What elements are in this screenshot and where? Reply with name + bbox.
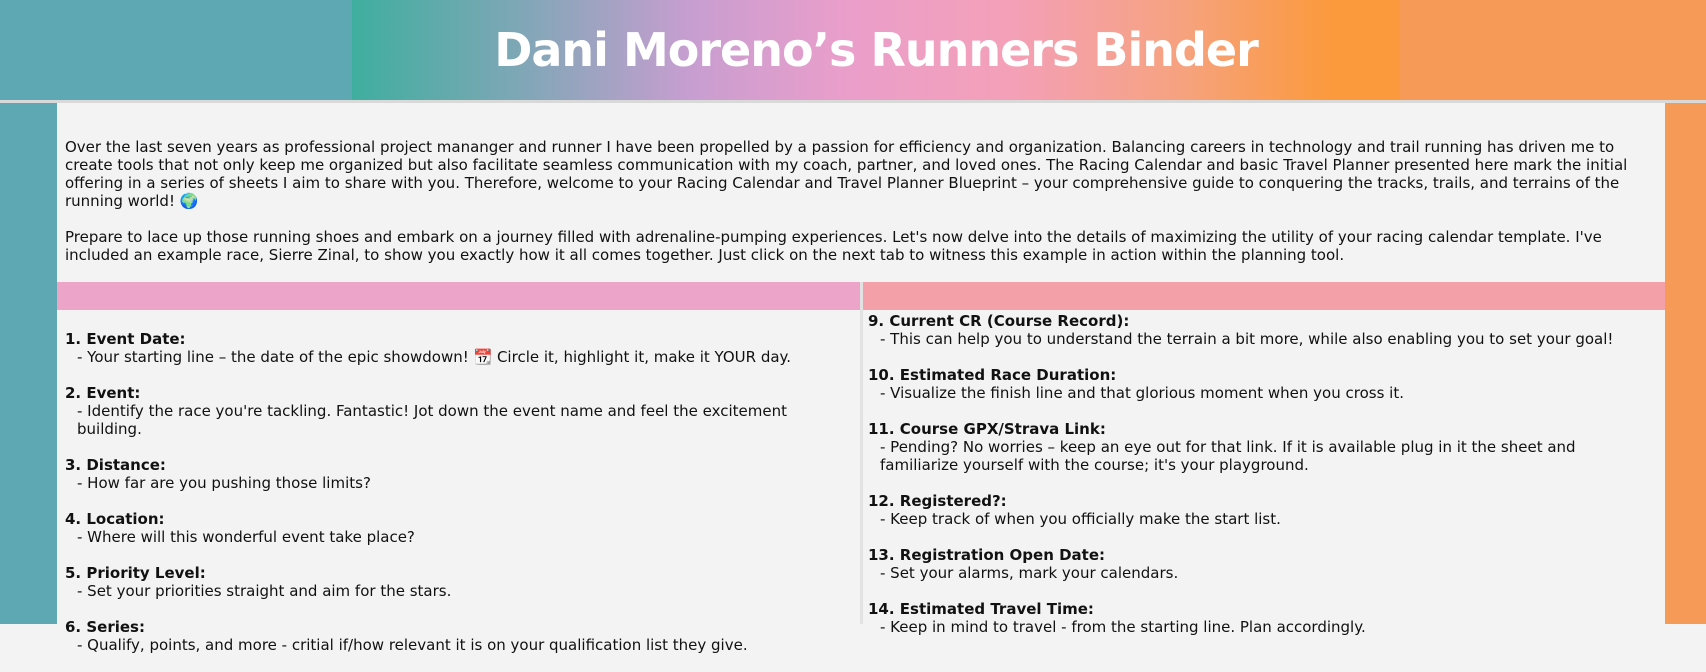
guide-item-heading: 1. Event Date: — [65, 330, 186, 348]
guide-item-description: - Where will this wonderful event take place? — [77, 528, 415, 546]
left-section-band — [57, 282, 860, 310]
guide-item — [65, 564, 855, 600]
guide-item — [65, 330, 855, 366]
header-divider — [0, 100, 1706, 103]
guide-item — [65, 384, 855, 438]
intro-text — [65, 138, 1655, 282]
intro-paragraph: Over the last seven years as professional project mananger and runner I have been propelled by a passion for efficiency and organization. Balancing careers in technology and trail running has driven me to create tools that not only keep me organized but also facilitate seamless communication with my coach, partner, and loved ones. The Racing Calendar and basic Travel Planner presented here mark the initial offering in a series of sheets I aim to share with you. Therefore, welcome to your Racing Calendar and Travel Planner Blueprint – your comprehensive guide to conquering the tracks, trails, and terrains of the running world! 🌍 — [65, 138, 1628, 210]
left-margin-band — [0, 0, 57, 624]
guide-item — [868, 492, 1658, 528]
guide-item — [868, 312, 1658, 348]
guide-item — [868, 600, 1658, 636]
intro-paragraph: Prepare to lace up those running shoes and embark on a journey filled with adrenaline-pumping experiences. Let's now delve into the details of maximizing the utility of your racing calendar template. I've included an example race, Sierre Zinal, to show you exactly how it all comes together. Just click on the next tab to witness this example in action within the planning tool. — [65, 228, 1602, 264]
guide-item — [65, 456, 855, 492]
guide-item — [868, 546, 1658, 582]
guide-item-description: - Identify the race you're tackling. Fantastic! Jot down the event name and feel the excitement building. — [77, 402, 787, 438]
guide-item-heading: 4. Location: — [65, 510, 165, 528]
guide-item-description: - Set your priorities straight and aim for the stars. — [77, 582, 452, 600]
guide-item-heading: 12. Registered?: — [868, 492, 1007, 510]
guide-item-description: - Visualize the finish line and that glorious moment when you cross it. — [880, 384, 1404, 402]
guide-item — [65, 618, 855, 654]
column-divider — [860, 282, 863, 624]
guide-item — [868, 420, 1658, 474]
guide-item-heading: 10. Estimated Race Duration: — [868, 366, 1117, 384]
sheet-content — [57, 104, 1665, 654]
guide-item-heading: 3. Distance: — [65, 456, 166, 474]
guide-item-heading: 6. Series: — [65, 618, 145, 636]
guide-item-description: - Your starting line – the date of the epic showdown! 📆 Circle it, highlight it, make it YOUR day. — [77, 348, 792, 366]
page-title: Dani Moreno’s Runners Binder — [494, 23, 1258, 77]
guide-item — [65, 510, 855, 546]
guide-item — [868, 366, 1658, 402]
guide-item-description: - Qualify, points, and more - critial if/how relevant it is on your qualification list they give. — [77, 636, 748, 654]
guide-item-description: - How far are you pushing those limits? — [77, 474, 371, 492]
guide-item-heading: 9. Current CR (Course Record): — [868, 312, 1130, 330]
field-guide-left — [65, 330, 855, 672]
guide-item-description: - Keep track of when you officially make the start list. — [880, 510, 1281, 528]
guide-item-heading: 5. Priority Level: — [65, 564, 206, 582]
guide-item-description: - Set your alarms, mark your calendars. — [880, 564, 1179, 582]
guide-item-heading: 13. Registration Open Date: — [868, 546, 1106, 564]
guide-item-description: - This can help you to understand the terrain a bit more, while also enabling you to set your goal! — [880, 330, 1614, 348]
right-section-band — [863, 282, 1665, 310]
guide-item-description: - Pending? No worries – keep an eye out for that link. If it is available plug in it the sheet and familiarize yourself with the course; it's your playground. — [880, 438, 1576, 474]
guide-item-heading: 2. Event: — [65, 384, 141, 402]
guide-item-heading: 11. Course GPX/Strava Link: — [868, 420, 1106, 438]
guide-item-description: - Keep in mind to travel - from the starting line. Plan accordingly. — [880, 618, 1366, 636]
right-margin-band — [1665, 0, 1706, 624]
guide-item-heading: 14. Estimated Travel Time: — [868, 600, 1094, 618]
field-guide-right — [868, 312, 1658, 654]
